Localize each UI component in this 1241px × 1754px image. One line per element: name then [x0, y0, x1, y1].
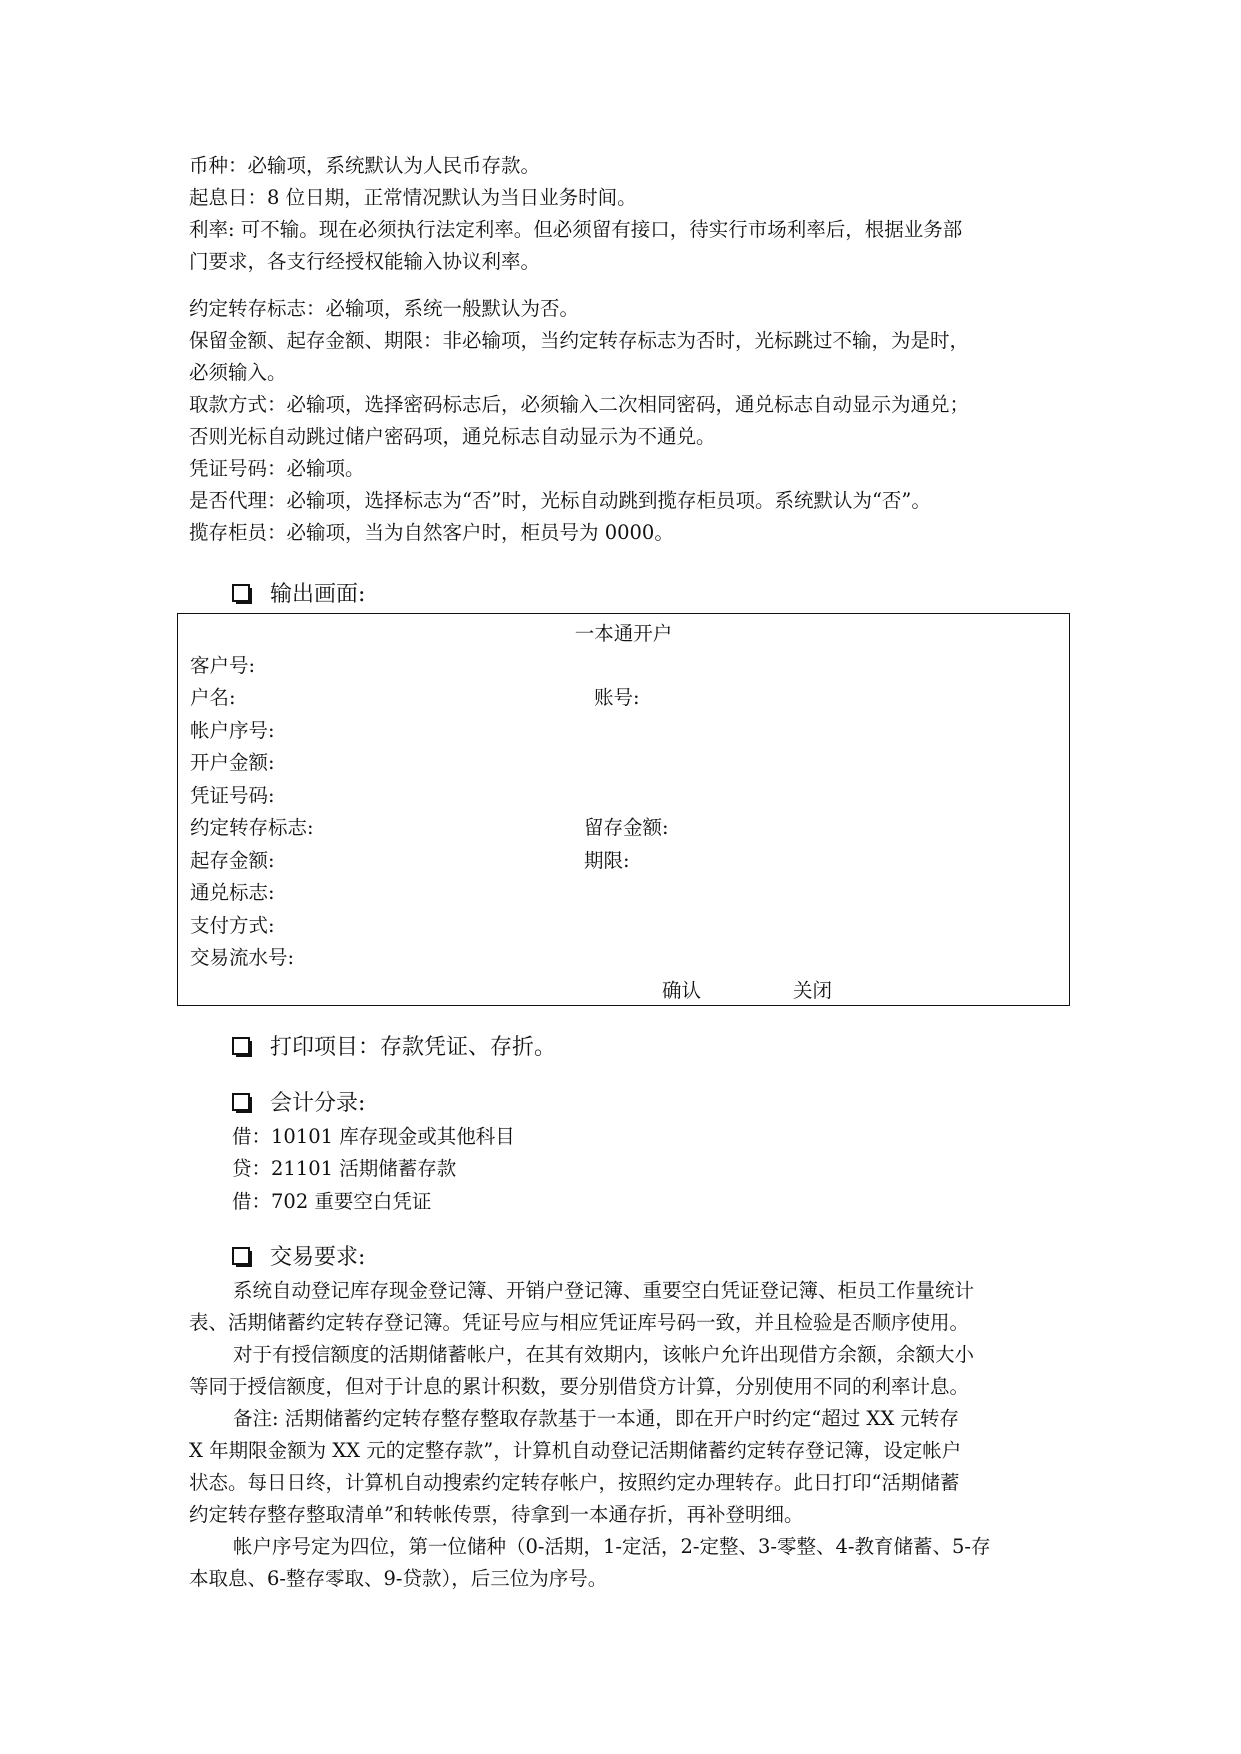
account-name-label: 户名:	[190, 686, 236, 709]
rule-line: 是否代理：必输项，选择标志为“否”时，光标自动跳到揽存柜员项。系统默认为“否”。	[189, 489, 931, 512]
accounting-entry: 借：702 重要空白凭证	[232, 1190, 432, 1213]
term-label: 期限:	[584, 849, 630, 872]
transfer-flag-label: 约定转存标志:	[190, 816, 314, 839]
rule-line: 取款方式：必输项，选择密码标志后，必须输入二次相同密码，通兑标志自动显示为通兑；	[189, 393, 970, 416]
requirements-heading-text: 交易要求:	[270, 1245, 366, 1270]
requirement-line: 等同于授信额度，但对于计息的累计积数，要分别借贷方计算，分别使用不同的利率计息。	[189, 1375, 970, 1398]
output-heading-text: 输出画面:	[270, 582, 366, 607]
intro-line: 门要求，各支行经授权能输入协议利率。	[189, 250, 541, 273]
pay-method-label: 支付方式:	[190, 914, 275, 937]
intro-line: 起息日：8 位日期，正常情况默认为当日业务时间。	[189, 186, 637, 209]
intro-line: 币种：必输项，系统默认为人民币存款。	[189, 154, 541, 177]
start-amount-label: 起存金额:	[190, 849, 275, 872]
open-amount-label: 开户金额:	[190, 751, 275, 774]
requirement-line: 系统自动登记库存现金登记簿、开销户登记簿、重要空白凭证登记簿、柜员工作量统计	[233, 1279, 975, 1302]
exchange-flag-label: 通兑标志:	[190, 881, 275, 904]
requirement-line: 本取息、6-整存零取、9-贷款），后三位为序号。	[189, 1567, 608, 1590]
accounting-entry: 借：10101 库存现金或其他科目	[232, 1125, 515, 1148]
rules-paragraph	[189, 293, 1059, 549]
print-heading	[232, 1032, 556, 1064]
requirement-line: 约定转存整存整取清单”和转帐传票，待拿到一本通存折，再补登明细。	[189, 1503, 804, 1526]
account-no-label: 账号:	[594, 686, 640, 709]
requirement-line: 状态。每日日终，计算机自动搜索约定转存帐户，按照约定办理转存。此日打印“活期储蓄	[189, 1471, 960, 1494]
screen-title: 一本通开户	[574, 622, 673, 645]
rule-line: 凭证号码：必输项。	[189, 457, 365, 480]
requirement-line: 对于有授信额度的活期储蓄帐户，在其有效期内，该帐户允许出现借方余额，余额大小	[233, 1343, 975, 1366]
requirement-line: 帐户序号定为四位，第一位储种（0-活期，1-定活，2-定整、3-零整、4-教育储蓄、5-存	[233, 1535, 991, 1558]
serial-no-label: 交易流水号:	[190, 946, 295, 969]
rule-line: 必须输入。	[189, 361, 287, 384]
checkbox-bullet-icon	[232, 1247, 250, 1265]
account-seq-label: 帐户序号:	[190, 719, 275, 742]
intro-paragraph	[189, 150, 1059, 278]
retain-amount-label: 留存金额:	[584, 816, 669, 839]
output-heading	[232, 579, 365, 611]
rule-line: 约定转存标志：必输项，系统一般默认为否。	[189, 297, 580, 320]
checkbox-bullet-icon	[232, 1093, 250, 1111]
confirm-button[interactable]: 确认	[662, 979, 702, 1002]
checkbox-bullet-icon	[232, 1037, 250, 1055]
rule-line: 揽存柜员：必输项，当为自然客户时，柜员号为 0000。	[189, 521, 674, 544]
close-button[interactable]: 关闭	[793, 979, 833, 1002]
customer-no-label: 客户号:	[190, 654, 256, 677]
requirement-line: X 年期限金额为 XX 元的定整存款”，计算机自动登记活期储蓄约定转存登记簿，设定帐户	[189, 1439, 962, 1462]
rule-line: 保留金额、起存金额、期限：非必输项，当约定转存标志为否时，光标跳过不输，为是时，	[189, 329, 970, 352]
intro-line: 利率: 可不输。现在必须执行法定利率。但必须留有接口，待实行市场利率后，根据业务部	[189, 218, 963, 241]
checkbox-bullet-icon	[232, 584, 250, 602]
accounting-heading-text: 会计分录:	[270, 1091, 366, 1116]
requirement-line: 备注: 活期储蓄约定转存整存整取存款基于一本通，即在开户时约定“超过 XX 元转存	[233, 1407, 959, 1430]
requirements-heading	[232, 1242, 365, 1274]
accounting-entry: 贷：21101 活期储蓄存款	[232, 1157, 457, 1180]
accounting-heading	[232, 1088, 365, 1120]
requirement-line: 表、活期储蓄约定转存登记簿。凭证号应与相应凭证库号码一致，并且检验是否顺序使用。	[189, 1311, 970, 1334]
voucher-no-label: 凭证号码:	[190, 784, 275, 807]
requirements-body	[189, 1275, 1059, 1595]
print-heading-text: 打印项目：存款凭证、存折。	[270, 1035, 557, 1060]
rule-line: 否则光标自动跳过储户密码项，通兑标志自动显示为不通兑。	[189, 425, 716, 448]
output-screen-panel	[177, 613, 1070, 1006]
